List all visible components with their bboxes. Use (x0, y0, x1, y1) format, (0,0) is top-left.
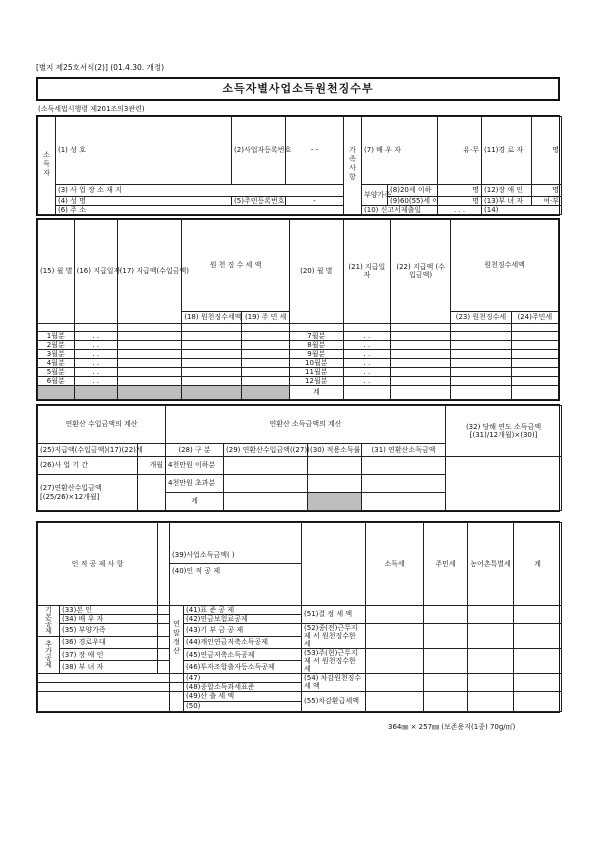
woman-ded-label: (38) 부 녀 자 (60, 661, 158, 674)
page-title: 소득자별사업소득원천징수부 (222, 82, 374, 95)
rate-label: (30) 적용소득률 (308, 444, 362, 457)
age20-label: (8)20세 이하 (388, 185, 438, 197)
calc-income-title: 연환산 수입금액의 계산 (38, 406, 166, 444)
hdr-resident-tax: (19) 주 민 세 (242, 311, 289, 323)
month-left: 4월분 (38, 358, 75, 367)
deduction-title: 인 적 공 제 사 항 (38, 523, 158, 606)
settlement-items-top (170, 523, 302, 606)
conv-income-label: (29) 연환산수입금액((27)) (224, 444, 308, 457)
prev-withheld-label: (52)종(전)근무지제 서 원천징수한 세 (302, 623, 366, 648)
age60-unit[interactable]: 명 (438, 196, 482, 205)
settle-item-48: (48)종합소득과세표준 (184, 682, 302, 691)
month-right: 7월분 (289, 331, 343, 340)
annual-block (36, 404, 560, 512)
settle-item-45: (45)연금저축소득공제 (184, 648, 302, 661)
form-id: [별지 제25호서식(2)] (01.4.30. 개정) (36, 63, 164, 72)
age60-label: (9)60(55)세 이 (388, 196, 438, 205)
col-income-tax: 소득세 (366, 523, 424, 606)
hdr-resident-tax-r: (24)주민세 (511, 311, 558, 323)
month-right: 10월분 (289, 358, 343, 367)
monthly-table (36, 218, 560, 401)
bizreg-label: (2)사업자등록번호 (232, 117, 286, 185)
resident-id-label: (5)주민등록번호 (232, 196, 286, 205)
month-right: 8월분 (289, 340, 343, 349)
date-dots[interactable]: . . (74, 358, 117, 367)
conv-amount-formula: [(25/26)×12개월] (40, 492, 100, 501)
settle-item-44: (44)개인연금저축소득공제 (184, 636, 302, 648)
conv-amount-cell (38, 475, 138, 511)
annual-sum-label: 계 (166, 493, 224, 511)
month-left: 1월분 (38, 331, 75, 340)
earner-side-label: 소득자 (38, 117, 56, 215)
refund-label: (55)차감환급세액 (302, 692, 366, 712)
year-income-label: (32) 당해 연도 소득금액 (465, 422, 542, 431)
settle-item-46: (46)투자조합출자등소득공제 (184, 661, 302, 674)
hdr-amount: (17) 지급액(수입금액) (117, 220, 182, 324)
over-label: 4천만원 초과분 (166, 475, 224, 493)
person-name-label: (4) 성 명 (56, 196, 232, 205)
month-right: 9월분 (289, 349, 343, 358)
year-income-title (446, 406, 562, 457)
disabled-ded-label: (37) 장 애 인 (60, 648, 158, 661)
earner-family-block (36, 115, 560, 216)
date-dots[interactable]: . . (343, 340, 390, 349)
bizreg-value[interactable]: - - (286, 117, 344, 185)
cell[interactable] (117, 331, 182, 340)
dependents-ded-label: (35) 부양가족 (60, 623, 158, 636)
disabled-label: (12)장 애 인 (482, 185, 532, 197)
biz-address-label: (3) 사 업 장 소 재 지 (56, 185, 344, 197)
month-left: 6월분 (38, 376, 75, 385)
title-box (36, 77, 560, 101)
hdr-paydate-r: (21) 지급일자 (343, 220, 390, 324)
date-dots[interactable]: . . (74, 331, 117, 340)
elder-label: (11)경 로 자 (482, 117, 532, 185)
deduction-block (36, 521, 560, 713)
month-right: 12월분 (289, 376, 343, 385)
curr-withheld-label: (53)주(현)근무지제 서 원천징수한 세 (302, 648, 366, 673)
basic-deduction-label: 기본공제 (38, 605, 60, 636)
hdr-withholding-r: 원천징수세액 (451, 220, 559, 312)
hdr-with-income: (18) 원천징수세액 (182, 311, 242, 323)
spouse-label: (7) 배 우 자 (362, 117, 438, 185)
family-side-label: 가족사항 (344, 117, 362, 215)
month-left: 5월분 (38, 367, 75, 376)
spouse-value[interactable]: 유·무 (438, 117, 482, 185)
date-dots[interactable]: . . (343, 358, 390, 367)
woman-value[interactable]: 여·부 (532, 196, 562, 205)
month-left: 2월분 (38, 340, 75, 349)
hdr-withholding: 원 천 징 수 세 액 (182, 220, 290, 312)
item-14: (14) (482, 205, 562, 214)
month-left: 3월분 (38, 349, 75, 358)
settle-item-40: (40)인 적 공 제 (172, 567, 221, 576)
decided-tax-label: (51)결 정 세 액 (302, 605, 366, 623)
woman-label: (13)부 녀 자 (482, 196, 532, 205)
date-dots[interactable]: . . (74, 376, 117, 385)
hdr-with-income-r: (23) 원천징수세 (451, 311, 511, 323)
report-date-value[interactable]: . . . (438, 205, 482, 214)
report-date-label: (10) 신고서제출일 (362, 205, 438, 214)
settle-item-47: (47) (184, 673, 302, 682)
date-dots[interactable]: . . (343, 349, 390, 358)
date-dots[interactable]: . . (74, 367, 117, 376)
paid-total-label: (25)지급액(수입금액)(17)(22)계 (38, 444, 138, 457)
hdr-amount-r: (22) 지급액 (수입금액) (391, 220, 451, 324)
col-resident-tax: 주민세 (424, 523, 468, 606)
dependents-label: 부양가족 (362, 185, 388, 206)
under-label: 4천만원 이하분 (166, 457, 224, 475)
period-label: (26)사 업 기 간 (38, 457, 138, 475)
year-income-formula: [(31)/12개월)×(30)] (469, 431, 538, 439)
settle-item-43: (43)기 부 금 공 제 (184, 623, 302, 636)
resident-id-value[interactable]: - (286, 196, 344, 205)
settle-item-50: (50) (186, 702, 201, 710)
col-total: 계 (514, 523, 562, 606)
settle-item-49-50 (184, 692, 302, 712)
age20-unit[interactable]: 명 (438, 185, 482, 197)
footer-note: 364㎜ × 257㎜ (보존용지(1종) 70g/㎡) (388, 723, 516, 731)
col-rural-tax: 농어촌특별세 (468, 523, 514, 606)
settle-item-49: (49)산 출 세 액 (184, 692, 301, 702)
division-label: (28) 구 분 (166, 444, 224, 457)
date-dots[interactable]: . . (343, 331, 390, 340)
date-dots[interactable]: . . (343, 376, 390, 385)
conv-amount-label: (27)연환산수입금액 (40, 484, 102, 493)
home-address-label: (6) 주 소 (56, 205, 344, 214)
hdr-paydate: (16) 지급일자 (74, 220, 117, 324)
disabled-unit[interactable]: 명 (532, 185, 562, 197)
settlement-side: 연말정산 (170, 605, 184, 673)
spouse-ded-label: (34) 배 우 자 (60, 614, 158, 623)
calc-profit-title: 연환산 소득금액의 계산 (166, 406, 446, 444)
net-withheld-label: (54) 차감원천징수세 액 (302, 673, 366, 691)
settle-item-39: (39)사업소득금액( ) (170, 548, 301, 564)
elder-ded-label: (36) 경로우대 (60, 636, 158, 648)
self-label: (33)본 인 (60, 605, 158, 614)
extra-deduction-label: 추가공제 (38, 636, 60, 673)
date-dots[interactable]: . . (343, 367, 390, 376)
date-dots[interactable]: . . (74, 349, 117, 358)
conv-profit-label: (31) 연환산소득금액 (362, 444, 446, 457)
settle-item-41: (41)표 준 공 제 (184, 605, 302, 614)
hdr-month-r: (20) 월 별 (289, 220, 343, 324)
trade-name-label: (1) 성 호 (56, 117, 232, 185)
elder-unit[interactable]: 명 (532, 117, 562, 185)
month-right: 11월분 (289, 367, 343, 376)
date-dots[interactable]: . . (74, 340, 117, 349)
settle-item-42: (42)연금보험료공제 (184, 614, 302, 623)
total-label: 계 (289, 386, 343, 400)
law-ref: (소득세법시행령 제201조의3관련) (38, 105, 145, 113)
months-unit[interactable]: 개월 (138, 457, 166, 475)
hdr-month: (15) 월 별 (38, 220, 75, 324)
